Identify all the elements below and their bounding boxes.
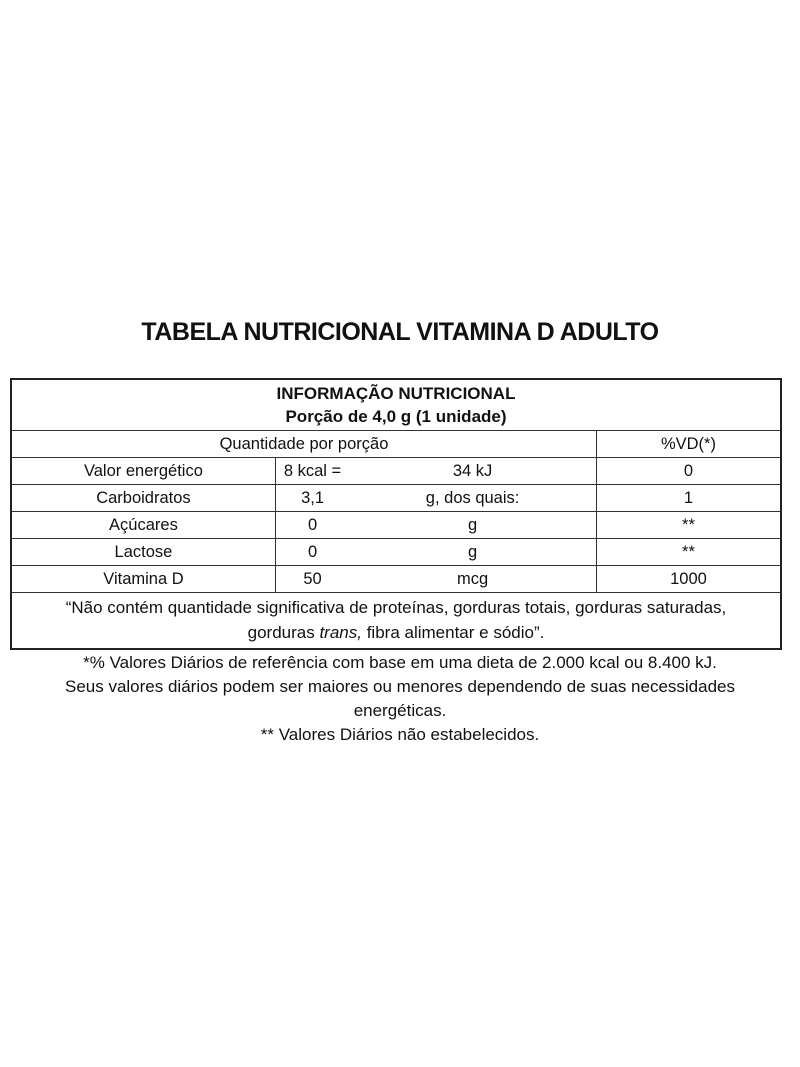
nutrient-dv: ** bbox=[596, 539, 781, 566]
table-row bbox=[11, 485, 781, 512]
column-header-row bbox=[11, 431, 781, 458]
note-line-1: *% Valores Diários de referência com base em uma dieta de 2.000 kcal ou 8.400 kJ. bbox=[83, 653, 717, 672]
nutrient-name: Lactose bbox=[11, 539, 275, 566]
note-line-2: Seus valores diários podem ser maiores ou menores dependendo de suas necessidades bbox=[64, 677, 735, 696]
nutrient-unit: g bbox=[349, 512, 596, 539]
nutrient-unit: g bbox=[349, 539, 596, 566]
nutrient-name: Vitamina D bbox=[11, 566, 275, 593]
footnote-suffix: fibra alimentar e sódio”. bbox=[361, 623, 545, 642]
table-row bbox=[11, 512, 781, 539]
nutrition-table bbox=[10, 378, 782, 650]
table-header bbox=[11, 379, 781, 431]
note-line-4: ** Valores Diários não estabelecidos. bbox=[260, 725, 540, 744]
footnote-line-1: “Não contém quantidade significativa de proteínas, gorduras totais, gorduras saturadas, bbox=[65, 598, 727, 617]
note-line-3: energéticas. bbox=[353, 701, 447, 720]
nutrient-amount: 8 kcal = bbox=[275, 458, 349, 485]
bottom-notes bbox=[0, 651, 800, 747]
table-row bbox=[11, 458, 781, 485]
footnote-line-2 bbox=[16, 620, 776, 645]
nutrient-amount: 3,1 bbox=[275, 485, 349, 512]
page-title: TABELA NUTRICIONAL VITAMINA D ADULTO bbox=[141, 318, 659, 346]
column-dv-header: %VD(*) bbox=[596, 431, 781, 458]
nutrient-dv: 0 bbox=[596, 458, 781, 485]
column-quantity-header: Quantidade por porção bbox=[11, 431, 596, 458]
nutrient-unit: g, dos quais: bbox=[349, 485, 596, 512]
nutrient-amount: 0 bbox=[275, 512, 349, 539]
nutrient-unit: 34 kJ bbox=[349, 458, 596, 485]
nutrient-amount: 0 bbox=[275, 539, 349, 566]
footnote-italic: trans, bbox=[319, 623, 362, 642]
table-heading: INFORMAÇÃO NUTRICIONAL bbox=[276, 384, 516, 403]
table-row bbox=[11, 566, 781, 593]
nutrient-dv: 1000 bbox=[596, 566, 781, 593]
table-row bbox=[11, 539, 781, 566]
nutrient-unit: mcg bbox=[349, 566, 596, 593]
nutrient-dv: ** bbox=[596, 512, 781, 539]
nutrient-name: Carboidratos bbox=[11, 485, 275, 512]
serving-size: Porção de 4,0 g (1 unidade) bbox=[285, 407, 507, 426]
footnote-prefix: gorduras bbox=[247, 623, 320, 642]
nutrient-dv: 1 bbox=[596, 485, 781, 512]
nutrient-name: Valor energético bbox=[11, 458, 275, 485]
nutrient-amount: 50 bbox=[275, 566, 349, 593]
table-footnote bbox=[11, 593, 781, 650]
nutrient-name: Açúcares bbox=[11, 512, 275, 539]
